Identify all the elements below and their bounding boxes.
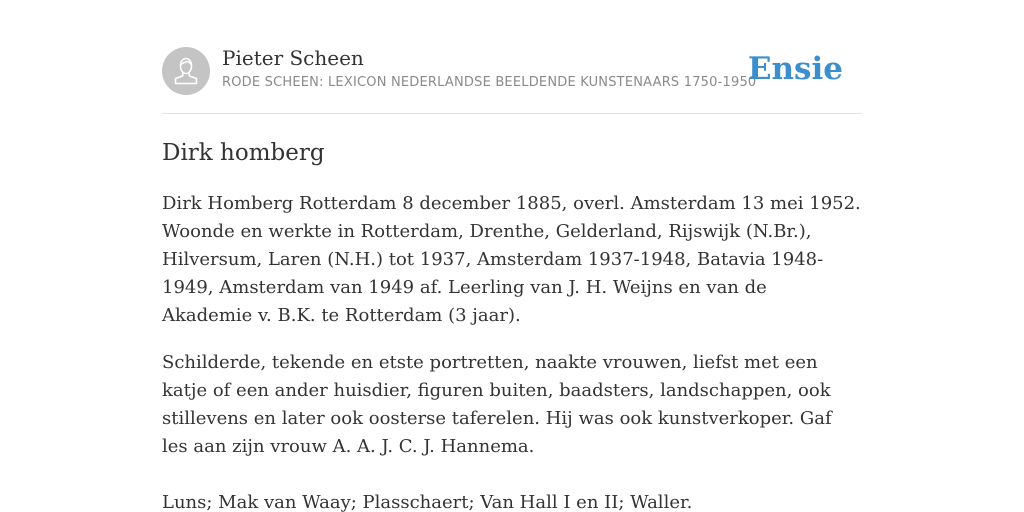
source-title[interactable]: RODE SCHEEN: LEXICON NEDERLANDSE BEELDENDE KUNSTENAARS 1750-1950 <box>222 75 757 90</box>
ensie-logo[interactable]: Ensie <box>747 51 843 87</box>
article-body <box>162 190 862 512</box>
header-divider <box>162 113 862 114</box>
article-paragraph-2: Schilderde, tekende en etste portretten, naakte vrouwen, liefst met een katje of een ander huisdier, figuren buiten, baadsters, landschappen, ook stillevens en later ook oosterse taferelen. Hij was ook kunstverkoper. Gaf les aan zijn vrouw A. A. J. C. J. Hannema. <box>162 352 832 457</box>
user-icon <box>162 47 210 95</box>
article-title: Dirk homberg <box>162 140 325 166</box>
article-references: Luns; Mak van Waay; Plasschaert; Van Hall I en II; Waller. <box>162 492 693 512</box>
article-paragraph-1: Dirk Homberg Rotterdam 8 december 1885, overl. Amsterdam 13 mei 1952. Woonde en werkte in Rotterdam, Drenthe, Gelderland, Rijswijk (N.Br.), Hilversum, Laren (N.H.) tot 1937, Amsterdam 1937-1948, Batavia 1948-1949, Amsterdam van 1949 af. Leerling van J. H. Weijns en van de Akademie v. B.K. te Rotterdam (3 jaar). <box>162 193 861 326</box>
article-header <box>162 46 862 96</box>
author-avatar[interactable] <box>162 47 210 95</box>
author-name[interactable]: Pieter Scheen <box>222 46 364 70</box>
